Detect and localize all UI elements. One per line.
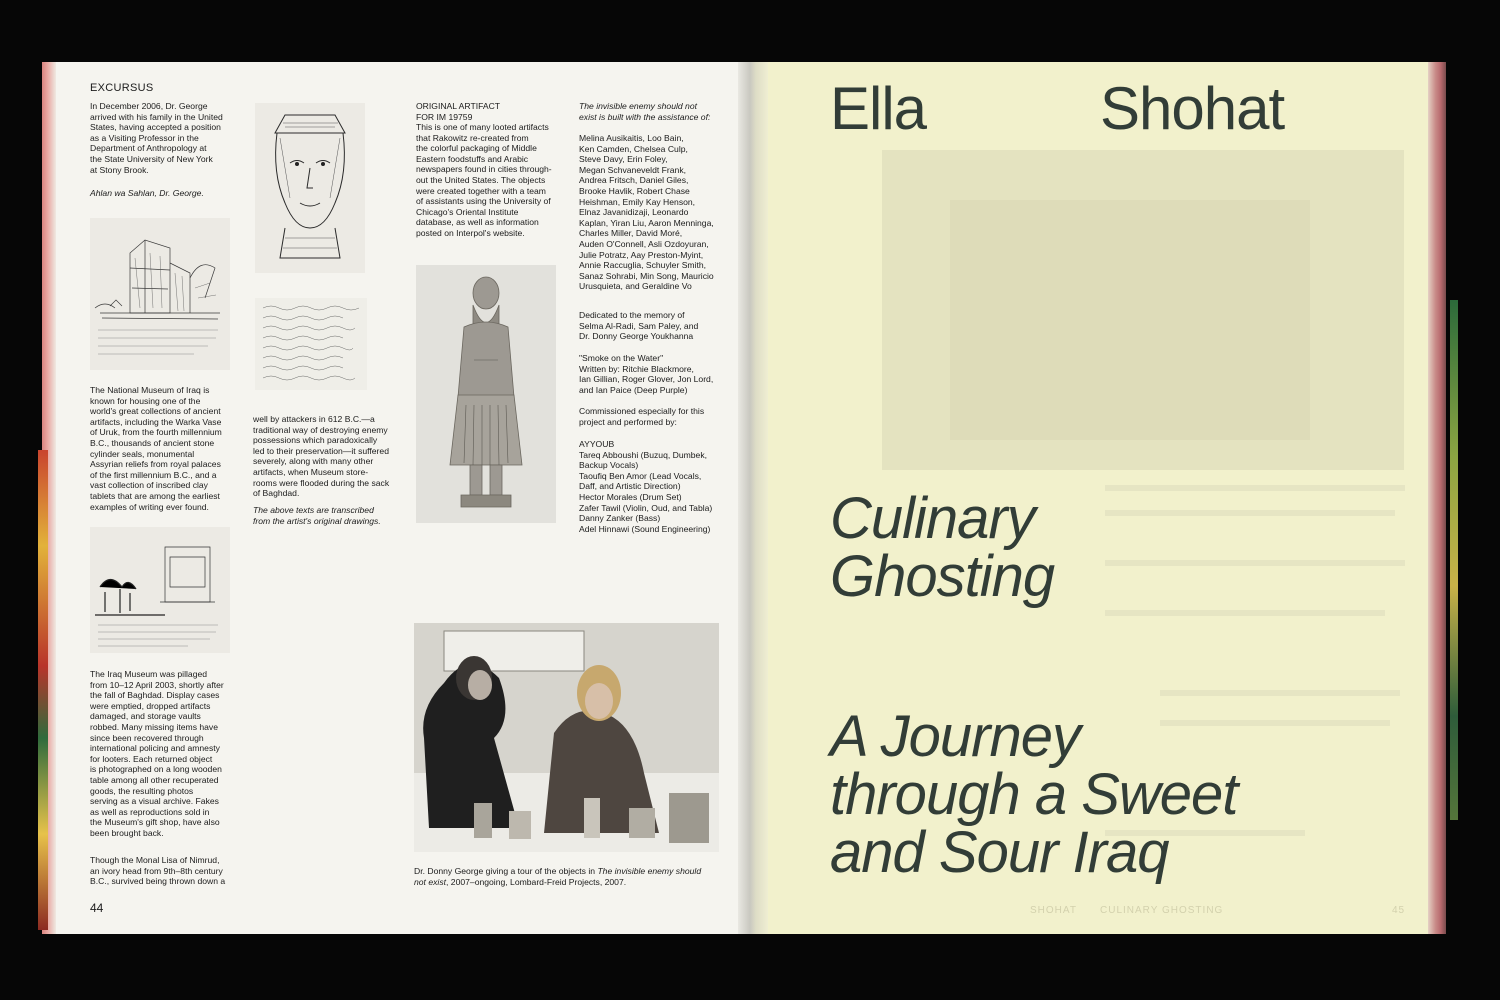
author-first-name: Ella xyxy=(830,75,927,142)
song-credit: "Smoke on the Water" Written by: Ritchie Blackmore, Ian Gillian, Roger Glover, Jon Lord, and Ian Paice (Deep Purple) xyxy=(579,353,714,395)
essay-title: Culinary Ghosting xyxy=(830,486,1055,609)
mona-lisa-paragraph: Though the Monal Lisa of Nimrud, an ivory head from 9th–8th century B.C., survived being thrown down a xyxy=(90,855,226,887)
museum-paragraph: The National Museum of Iraq is known for housing one of the world's great collections of ancient artifacts, including the Warka Vase of Uruk, from the fourth millennium B.C., thousands of ancient stone cylinder seals, monumental Assyrian reliefs from royal palaces of the first millennium B.C., and a vast collection of inscribed clay tablets that are among the earliest examples of writing ever found. xyxy=(90,385,222,512)
page-number-left: 44 xyxy=(90,901,104,915)
greeting-line: Ahlan wa Sahlan, Dr. George. xyxy=(90,188,204,198)
show-through-text xyxy=(1105,485,1405,491)
show-through-text xyxy=(1160,690,1400,696)
statue-photo xyxy=(416,265,556,523)
dedication: Dedicated to the memory of Selma Al-Radi, Sam Paley, and Dr. Donny George Youkhanna xyxy=(579,310,699,342)
artifact-heading: ORIGINAL ARTIFACT FOR IM 19759 xyxy=(416,101,501,122)
book-gutter xyxy=(738,62,768,934)
essay-subtitle: A Journey through a Sweet and Sour Iraq xyxy=(830,704,1238,885)
artifact-description: This is one of many looted artifacts that Rakowitz re-created from the colorful packaging of Middle Eastern foodstuffs and Arabic newspapers found in cities through- out the United States. The objects were created together with a team of assistants using the University of Chicago's Oriental Institute database, as well as information posted on Interpol's website. xyxy=(416,122,552,238)
handwritten-notes xyxy=(255,298,367,390)
running-head-title: CULINARY GHOSTING xyxy=(1100,905,1224,916)
ivory-head-drawing xyxy=(255,103,365,273)
building-drawing xyxy=(90,218,230,370)
attackers-paragraph: well by attackers in 612 B.C.—a traditional way of destroying enemy possessions which paradoxically led to their preservation—it suffered severely, along with many other artifacts, when Museum store- rooms were flooded during the sack of Baghdad. xyxy=(253,414,390,499)
caption-title-cont: not exist xyxy=(414,876,447,887)
credits-intro: The invisible enemy should not exist is built with the assistance of: xyxy=(579,101,711,122)
pillaged-paragraph: The Iraq Museum was pillaged from 10–12 April 2003, shortly after the fall of Baghdad. Display cases were emptied, dropped artifacts damaged, and storage vaults robbed. Many missing items have since been recovered through international policing and amnesty for looters. Each returned object is photographed on a long wooden table among all other recuperated goods, the resulting photos serving as a visual archive. Fakes as well as reproductions sold in the Museum's gift shop, have also been brought back. xyxy=(90,669,224,838)
running-head-author: SHOHAT xyxy=(1030,905,1077,916)
transcription-note: The above texts are transcribed from the artist's original drawings. xyxy=(253,505,381,526)
show-through-text xyxy=(1105,610,1385,616)
band-credits: AYYOUB Tareq Abboushi (Buzuq, Dumbek, Backup Vocals) Taoufiq Ben Amor (Lead Vocals, Daff, and Artistic Direction) Hector Morales (Drum Set) Zafer Tawil (Violin, Oud, and Tabla) Danny Zanker (Bass) Adel Hinnawi (Sound Engineering) xyxy=(579,439,713,534)
left-fore-edge-colors xyxy=(38,450,48,930)
right-page-edge xyxy=(1428,62,1446,934)
section-header: EXCURSUS xyxy=(90,82,154,94)
tour-photo xyxy=(414,623,719,852)
intro-paragraph: In December 2006, Dr. George arrived with his family in the United States, having accepted a position as a Visiting Professor in the Department of Anthropology at the State University of New York at Stony Brook. xyxy=(90,101,223,175)
page-number-right: 45 xyxy=(1392,905,1406,916)
caption-text: Dr. Donny George giving a tour of the objects in xyxy=(414,866,598,876)
show-through-text xyxy=(1105,560,1405,566)
commission-note: Commissioned especially for this project and performed by: xyxy=(579,406,705,427)
author-last-name: Shohat xyxy=(1100,75,1285,142)
show-through-text xyxy=(1105,510,1395,516)
right-fore-edge-colors xyxy=(1450,300,1458,820)
caption-title: The invisible enemy should xyxy=(597,866,702,876)
caption-details: , 2007–ongoing, Lombard-Freid Projects, 2007. xyxy=(446,876,627,887)
assistants-list: Melina Ausikaitis, Loo Bain, Ken Camden, Chelsea Culp, Steve Davy, Erin Foley, Megan Schvaneveldt Frank, Andrea Fritsch, Daniel Giles, Brooke Havlik, Robert Chase Heishman, Emily Kay Henson, Elnaz Javanidizaji, Leonardo Kaplan, Yiran Liu, Aaron Menninga, Charles Miller, David Moré, Auden O'Connell, Asli Ozdoyuran, Julie Potratz, Aay Preston-Myint, Annie Raccuglia, Schuyler Smith, Sanaz Sohrabi, Min Song, Mauricio Urusquieta, and Geraldine Vo xyxy=(579,133,714,292)
photo-caption xyxy=(414,866,734,887)
house-drawing xyxy=(90,527,230,653)
show-through-image-detail xyxy=(950,200,1310,440)
